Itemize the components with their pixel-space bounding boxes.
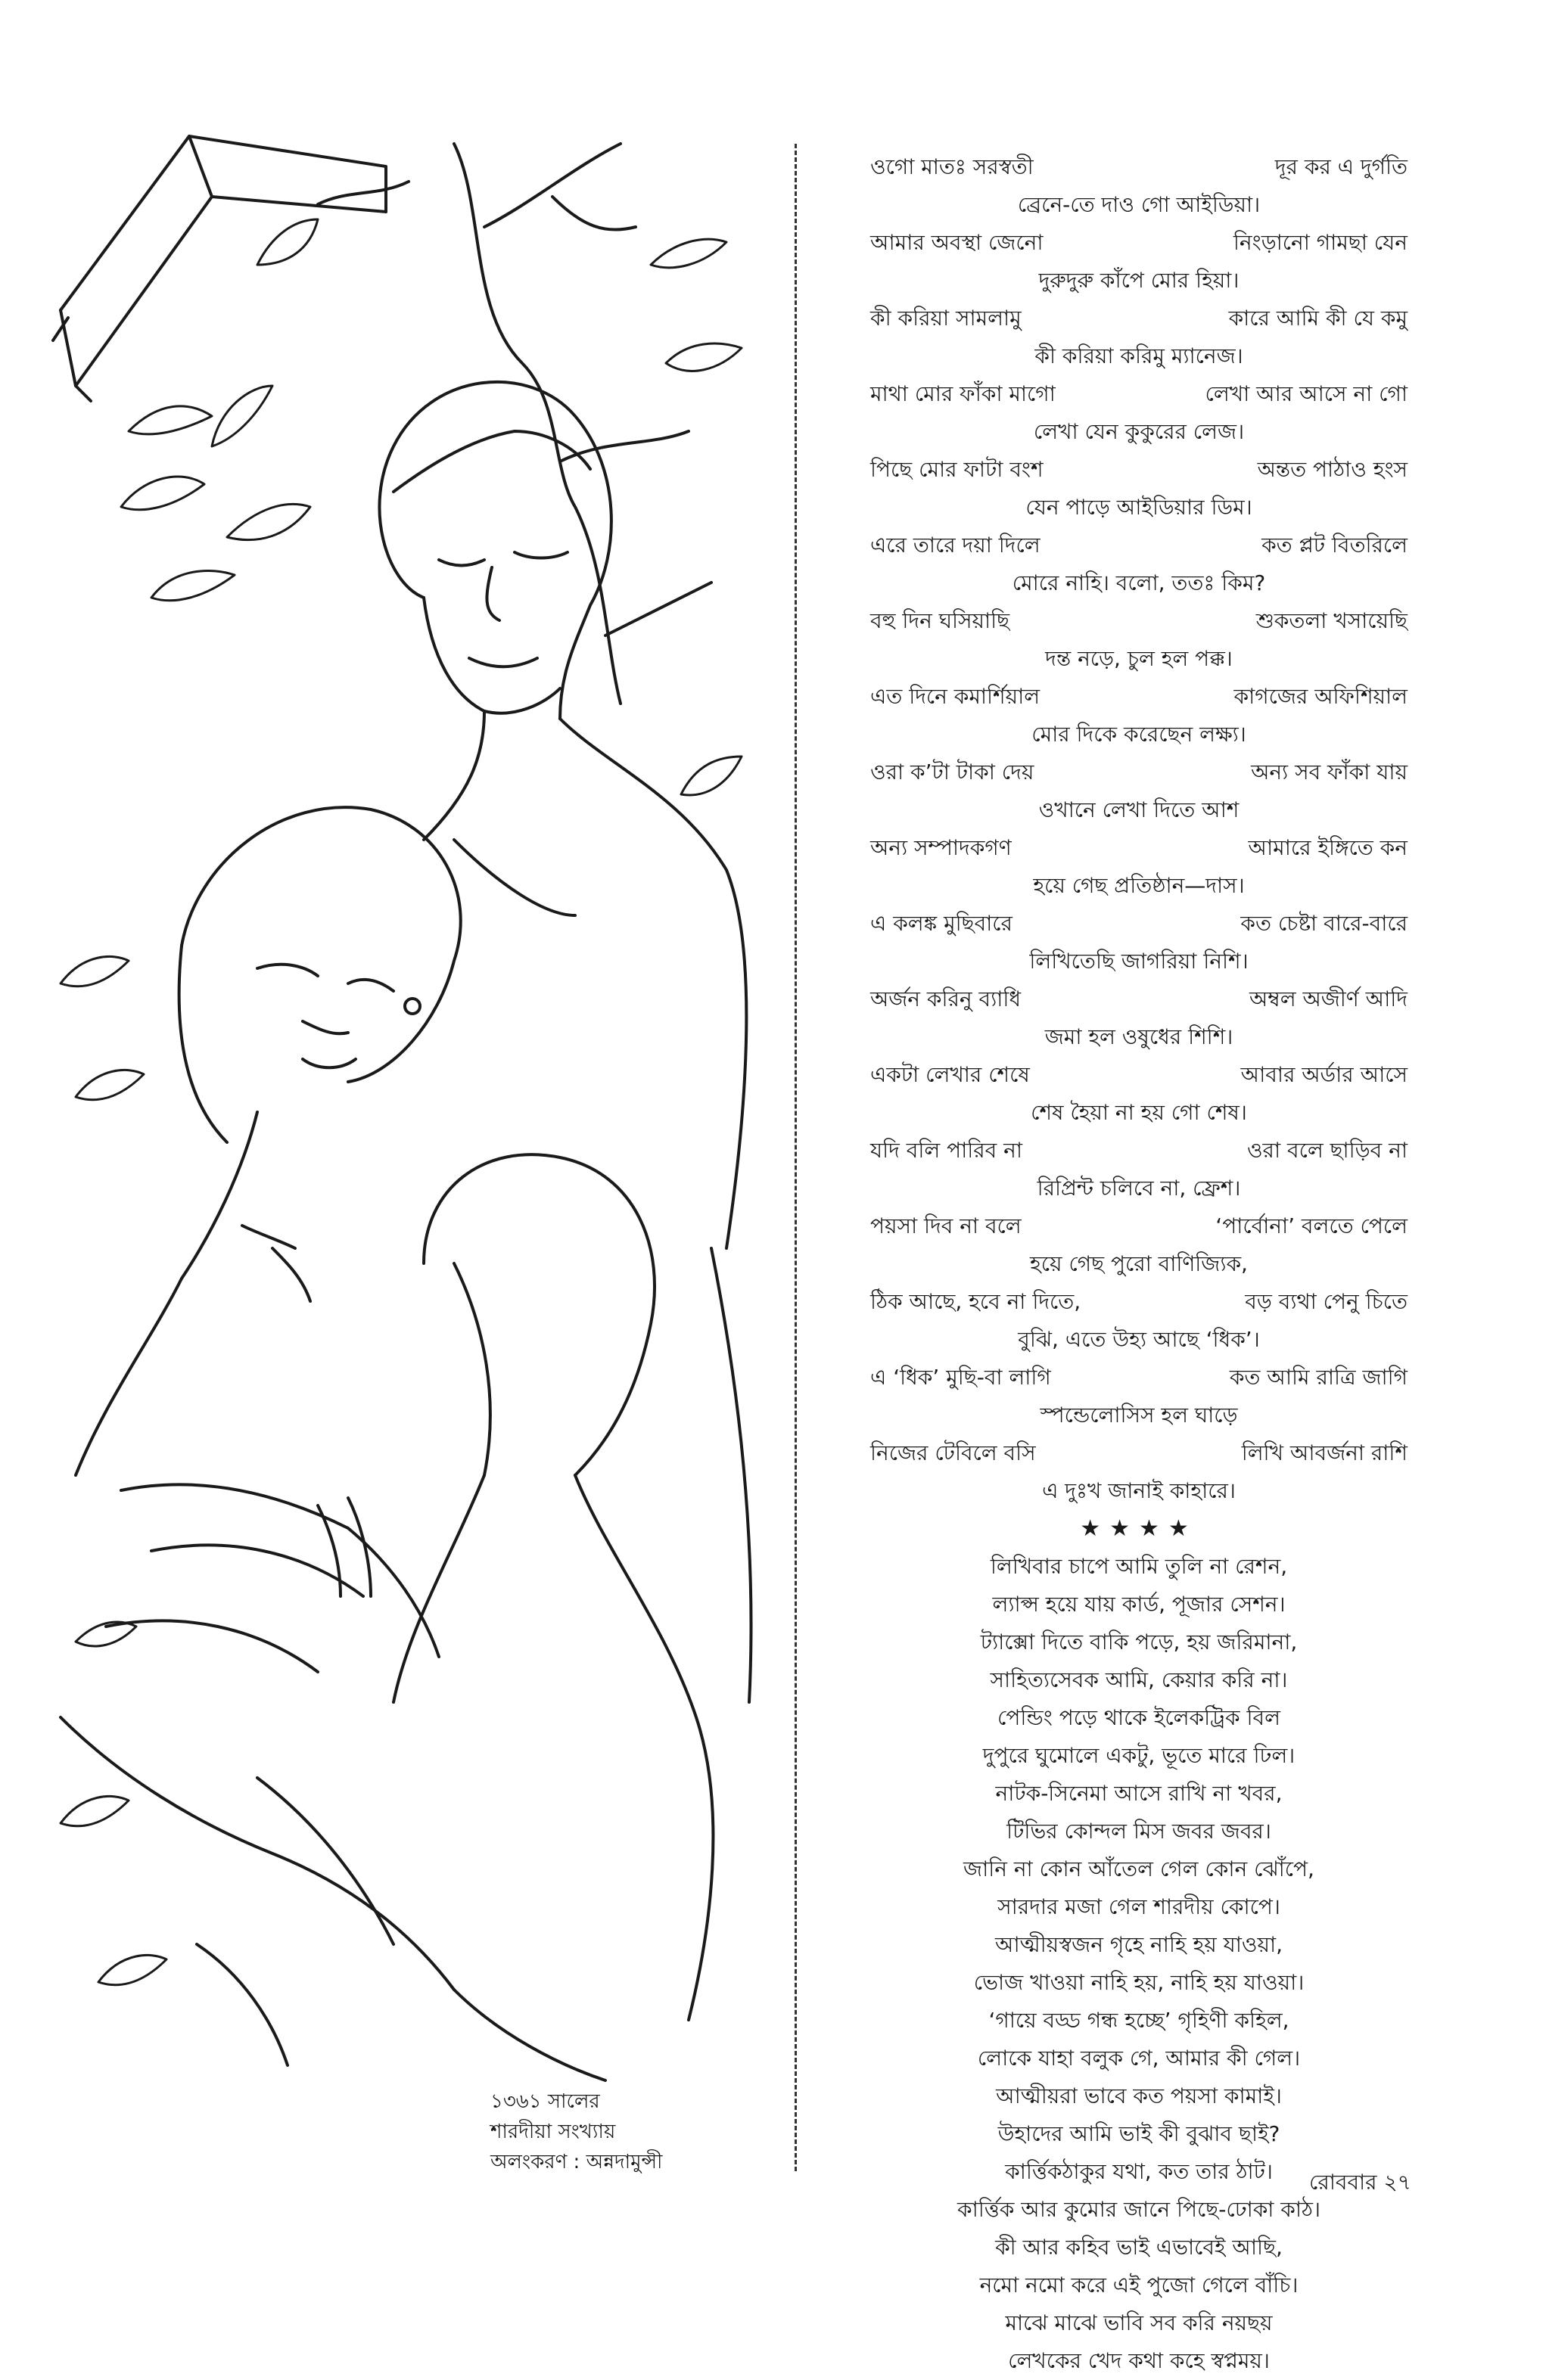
stanza-right-phrase: ওরা বলে ছাড়িব না — [1246, 1138, 1408, 1163]
couplet-line: নমো নমো করে এই পুজো গেলে বাঁচি। — [979, 2273, 1299, 2298]
couplet-line: নাটক-সিনেমা আসে রাখি না খবর, — [995, 1781, 1283, 1806]
caption-line: শারদীয়া সংখ্যায় — [490, 2121, 616, 2143]
stanza-refrain-line: রিপ্রিন্ট চলিবে না, ফ্রেশ। — [1037, 1176, 1241, 1201]
couplet-line: দুপুরে ঘুমোলে একটু, ভূতে মারে ঢিল। — [982, 1743, 1296, 1768]
stanza-refrain-line: লেখা যেন কুকুরের লেজ। — [1033, 419, 1245, 444]
stanza-left-phrase: নিজের টেবিলে বসি — [870, 1440, 1036, 1465]
stanza-left-phrase: ঠিক আছে, হবে না দিতে, — [870, 1289, 1081, 1314]
stanza-right-phrase: শুকতলা খসায়েছি — [1255, 608, 1408, 633]
couplet-line: লেখকের খেদ কথা কহে স্বপ্নময়। — [1008, 2348, 1270, 2373]
stanza-left-phrase: এত দিনে কমার্শিয়াল — [870, 684, 1041, 709]
stanza-left-phrase: ওরা ক’টা টাকা দেয় — [870, 760, 1034, 785]
stanza-line-pair — [870, 1056, 1408, 1094]
stanza-right-phrase: আমারে ইঙ্গিতে কন — [1248, 835, 1408, 860]
stanza-refrain-line: স্পন্ডেলোসিস হল ঘাড়ে — [1040, 1403, 1238, 1428]
stanza-refrain-line: দন্ত নড়ে, চুল হল পক্ক। — [1045, 646, 1233, 671]
stanza-line-pair — [870, 602, 1408, 640]
stanza-line-pair — [870, 451, 1408, 489]
stanza-line-pair — [870, 148, 1408, 186]
stanza-right-phrase: কত প্লট বিতরিলে — [1261, 533, 1408, 558]
stanza-refrain-line: যেন পাড়ে আইডিয়ার ডিম। — [1025, 495, 1252, 520]
stanza-right-phrase: লেখা আর আসে না গো — [1205, 381, 1408, 406]
stanza-line-pair — [870, 1132, 1408, 1170]
stanza-left-phrase: মাথা মোর ফাঁকা মাগো — [870, 381, 1056, 406]
stanza-line-pair — [870, 1434, 1408, 1472]
child-figure — [393, 1154, 713, 2020]
couplet-line: আত্মীয়রা ভাবে কত পয়সা কামাই। — [996, 2083, 1282, 2108]
stanza-right-phrase: কারে আমি কী যে কমু — [1228, 306, 1408, 331]
stanza-refrain-line: হয়ে গেছ প্রতিষ্ঠান—দাস। — [1033, 873, 1245, 898]
stanza-line-pair — [870, 829, 1408, 867]
couplet-line: মাঝে মাঝে ভাবি সব করি নয়ছয় — [1005, 2310, 1273, 2335]
stanza-left-phrase: এরে তারে দয়া দিলে — [870, 533, 1041, 558]
couplet-line: লিখিবার চাপে আমি তুলি না রেশন, — [990, 1554, 1288, 1579]
stanza-refrain-line: ব্রেনে-তে দাও গো আইডিয়া। — [1017, 192, 1261, 217]
stanza-line-pair — [870, 1359, 1408, 1397]
stanza-refrain-line: ওখানে লেখা দিতে আশ — [1038, 797, 1240, 822]
couplet-line: সাহিত্যসেবক আমি, কেয়ার করি না। — [990, 1667, 1288, 1692]
tree-branches — [318, 144, 711, 704]
stanza-refrain-line: দুরুদুরু কাঁপে মোর হিয়া। — [1038, 268, 1240, 293]
couplet-line: উহাদের আমি ভাই কী বুঝাব ছাই? — [997, 2121, 1280, 2146]
stanza-line-pair — [870, 1207, 1408, 1245]
couplet-line: লোকে যাহা বলুক গে, আমার কী গেল। — [977, 2046, 1301, 2071]
couplet-line: ‘গায়ে বড্ড গন্ধ হচ্ছে’ গৃহিণী কহিল, — [988, 2008, 1289, 2033]
couplet-line: জানি না কোন আঁতেল গেল কোন ঝোঁপে, — [963, 1856, 1314, 1881]
left-figure — [76, 807, 461, 1475]
drapery-lines — [61, 1248, 751, 2080]
section-break-stars: ★★★★ — [1080, 1515, 1198, 1542]
stanza-line-pair — [870, 224, 1408, 262]
stanza-right-phrase: কাগজের অফিশিয়াল — [1233, 684, 1408, 709]
upper-figure — [379, 382, 746, 1248]
caption-line: ১৩৬১ সালের — [490, 2090, 600, 2113]
stanza-left-phrase: পয়সা দিব না বলে — [870, 1213, 1022, 1238]
illustration-caption — [490, 2086, 778, 2177]
stanza-right-phrase: বড় ব্যথা পেনু চিতে — [1245, 1289, 1408, 1314]
couplet-line: সারদার মজা গেল শারদীয় কোপে। — [997, 1894, 1280, 1919]
stanza-left-phrase: কী করিয়া সামলামু — [870, 306, 1022, 331]
poem-column — [870, 148, 1408, 2380]
stanza-line-pair — [870, 1283, 1408, 1321]
stanza-line-pair — [870, 905, 1408, 943]
stanza-right-phrase: লিখি আবর্জনা রাশি — [1241, 1440, 1408, 1465]
stanza-line-pair — [870, 375, 1408, 413]
stanza-right-phrase: অম্বল অজীর্ণ আদি — [1249, 986, 1408, 1011]
stanza-line-pair — [870, 678, 1408, 716]
couplet-line: পেন্ডিং পড়ে থাকে ইলেকট্রিক বিল — [997, 1705, 1280, 1730]
couplet-line: ট্যাক্সো দিতে বাকি পড়ে, হয় জরিমানা, — [980, 1630, 1298, 1655]
stanza-right-phrase: আবার অর্ডার আসে — [1240, 1062, 1408, 1087]
stanza-left-phrase: ওগো মাতঃ সরস্বতী — [870, 154, 1034, 179]
couplet-line: ভোজ খাওয়া নাহি হয়, নাহি হয় যাওয়া। — [973, 1970, 1305, 1995]
stanza-right-phrase: নিংড়ানো গামছা যেন — [1233, 230, 1408, 255]
stanza-refrain-line: বুঝি, এতে উহ্য আছে ‘ধিক’। — [1018, 1327, 1260, 1352]
stanza-refrain-line: কী করিয়া করিমু ম্যানেজ। — [1034, 343, 1243, 368]
stanza-left-phrase: পিছে মোর ফাটা বংশ — [870, 457, 1044, 482]
couplet-line: কার্ত্তিক আর কুমোর জানে পিছে-ঢোকা কাঠ। — [957, 2197, 1320, 2222]
stanza-line-pair — [870, 527, 1408, 564]
couplet-line: কী আর কহিব ভাই এভাবেই আছি, — [995, 2235, 1283, 2260]
page-folio: রোববার ২৭ — [1309, 2170, 1411, 2195]
line-drawing-illustration — [30, 113, 779, 2118]
stanza-left-phrase: এ কলঙ্ক মুছিবারে — [870, 911, 1013, 936]
stanza-left-phrase: বহু দিন ঘসিয়াছি — [870, 608, 1010, 633]
stanza-left-phrase: এ ‘ধিক’ মুছি-বা লাগি — [870, 1365, 1051, 1390]
couplet-line: ল্যাপ্স হয়ে যায় কার্ড, পূজার সেশন। — [992, 1592, 1286, 1617]
stanza-refrain-line: হয়ে গেছ পুরো বাণিজ্যিক, — [1030, 1251, 1248, 1276]
leaf-sprigs — [61, 219, 742, 1985]
stanza-refrain-line: জমা হল ওষুধের শিশি। — [1044, 1024, 1233, 1049]
stanza-left-phrase: অর্জন করিনু ব্যাধি — [870, 986, 1022, 1011]
building-sketch — [53, 136, 386, 401]
stanza-refrain-line: লিখিতেছি জাগরিয়া নিশি। — [1029, 949, 1249, 974]
couplet-line: টিভির কোন্দল মিস জবর জবর। — [1006, 1819, 1271, 1844]
stanza-refrain-line: এ দুঃখ জানাই কাহারে। — [1042, 1478, 1236, 1503]
stanza-line-pair — [870, 300, 1408, 337]
stanza-right-phrase: দূর কর এ দুর্গতি — [1274, 154, 1408, 179]
stanza-right-phrase: কত আমি রাত্রি জাগি — [1229, 1365, 1408, 1390]
stanza-right-phrase: অন্য সব ফাঁকা যায় — [1251, 760, 1408, 785]
stanza-line-pair — [870, 980, 1408, 1018]
stanza-refrain-line: মোর দিকে করেছেন লক্ষ্য। — [1031, 722, 1246, 747]
column-divider — [795, 144, 797, 2171]
stanza-right-phrase: কত চেষ্টা বারে-বারে — [1240, 911, 1408, 936]
stanza-refrain-line: শেষ হৈয়া না হয় গো শেষ। — [1031, 1100, 1247, 1125]
stanza-right-phrase: অন্তত পাঠাও হংস — [1257, 457, 1408, 482]
stanza-left-phrase: অন্য সম্পাদকগণ — [870, 835, 1012, 860]
stanza-left-phrase: যদি বলি পারিব না — [870, 1138, 1022, 1163]
stanza-right-phrase: ‘পার্বোনা’ বলতে পেলে — [1215, 1213, 1408, 1238]
stanza-left-phrase: একটা লেখার শেষে — [870, 1062, 1030, 1087]
couplet-line: কার্ত্তিকঠাকুর যথা, কত তার ঠাট। — [1005, 2159, 1273, 2184]
stanza-line-pair — [870, 753, 1408, 791]
caption-line: অলংকরণ : অন্নদামুন্সী — [490, 2151, 663, 2173]
stanza-refrain-line: মোরে নাহি। বলো, ততঃ কিম? — [1012, 570, 1266, 595]
stanza-left-phrase: আমার অবস্থা জেনো — [870, 230, 1044, 255]
couplet-line: আত্মীয়স্বজন গৃহে নাহি হয় যাওয়া, — [995, 1932, 1283, 1957]
